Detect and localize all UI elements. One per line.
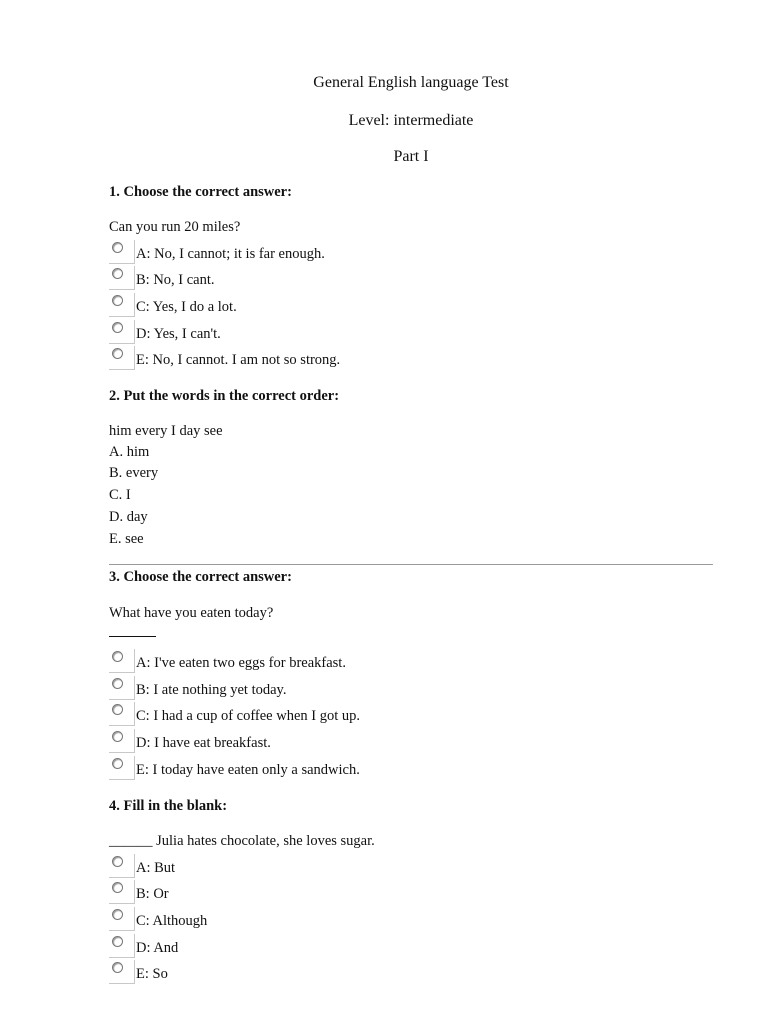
q2-option-d: D. day [109, 509, 148, 525]
radio-button[interactable] [109, 266, 135, 290]
question-2-prompt: him every I day see [109, 423, 223, 439]
option-label: E: I today have eaten only a sandwich. [136, 762, 360, 778]
radio-circle-icon [112, 909, 123, 920]
radio-circle-icon [112, 242, 123, 253]
page-title: General English language Test [313, 74, 509, 91]
radio-button[interactable] [109, 960, 135, 984]
q2-option-e: E. see [109, 531, 144, 547]
section-divider [109, 564, 713, 565]
radio-button[interactable] [109, 702, 135, 726]
option-label: A: I've eaten two eggs for breakfast. [136, 655, 346, 671]
radio-circle-icon [112, 651, 123, 662]
radio-button[interactable] [109, 880, 135, 904]
radio-circle-icon [112, 758, 123, 769]
radio-circle-icon [112, 322, 123, 333]
radio-button[interactable] [109, 240, 135, 264]
radio-circle-icon [112, 678, 123, 689]
radio-button[interactable] [109, 320, 135, 344]
question-4-prompt: ______ Julia hates chocolate, she loves sugar. [109, 833, 375, 849]
q2-option-b: B. every [109, 465, 159, 481]
question-3-heading: 3. Choose the correct answer: [109, 569, 292, 585]
radio-circle-icon [112, 295, 123, 306]
q2-option-c: C. I [109, 487, 131, 503]
radio-button[interactable] [109, 907, 135, 931]
question-2-heading: 2. Put the words in the correct order: [109, 388, 340, 404]
option-label: E: So [136, 966, 168, 982]
option-label: D: Yes, I can't. [136, 326, 221, 342]
radio-circle-icon [112, 936, 123, 947]
radio-button[interactable] [109, 854, 135, 878]
question-1-prompt: Can you run 20 miles? [109, 219, 241, 235]
option-label: D: I have eat breakfast. [136, 735, 271, 751]
option-label: A: But [136, 860, 176, 876]
radio-button[interactable] [109, 676, 135, 700]
radio-button[interactable] [109, 756, 135, 780]
radio-button[interactable] [109, 934, 135, 958]
option-label: C: I had a cup of coffee when I got up. [136, 708, 361, 724]
radio-circle-icon [112, 962, 123, 973]
radio-circle-icon [112, 348, 123, 359]
option-label: C: Although [136, 913, 208, 929]
option-label: A: No, I cannot; it is far enough. [136, 246, 325, 262]
radio-button[interactable] [109, 346, 135, 370]
q2-option-a: A. him [109, 444, 150, 460]
answer-blank-line [109, 636, 156, 637]
radio-circle-icon [112, 882, 123, 893]
level-label: Level: intermediate [348, 112, 474, 129]
option-label: B: No, I cant. [136, 272, 215, 288]
option-label: D: And [136, 940, 179, 956]
radio-circle-icon [112, 856, 123, 867]
radio-circle-icon [112, 731, 123, 742]
option-label: C: Yes, I do a lot. [136, 299, 237, 315]
option-label: E: No, I cannot. I am not so strong. [136, 352, 341, 368]
question-3-prompt: What have you eaten today? [109, 605, 274, 621]
radio-button[interactable] [109, 729, 135, 753]
option-label: B: Or [136, 886, 169, 902]
option-label: B: I ate nothing yet today. [136, 682, 287, 698]
radio-circle-icon [112, 704, 123, 715]
question-4-heading: 4. Fill in the blank: [109, 798, 228, 814]
radio-circle-icon [112, 268, 123, 279]
radio-button[interactable] [109, 293, 135, 317]
radio-button[interactable] [109, 649, 135, 673]
question-1-heading: 1. Choose the correct answer: [109, 184, 292, 200]
part-label: Part I [393, 148, 429, 165]
